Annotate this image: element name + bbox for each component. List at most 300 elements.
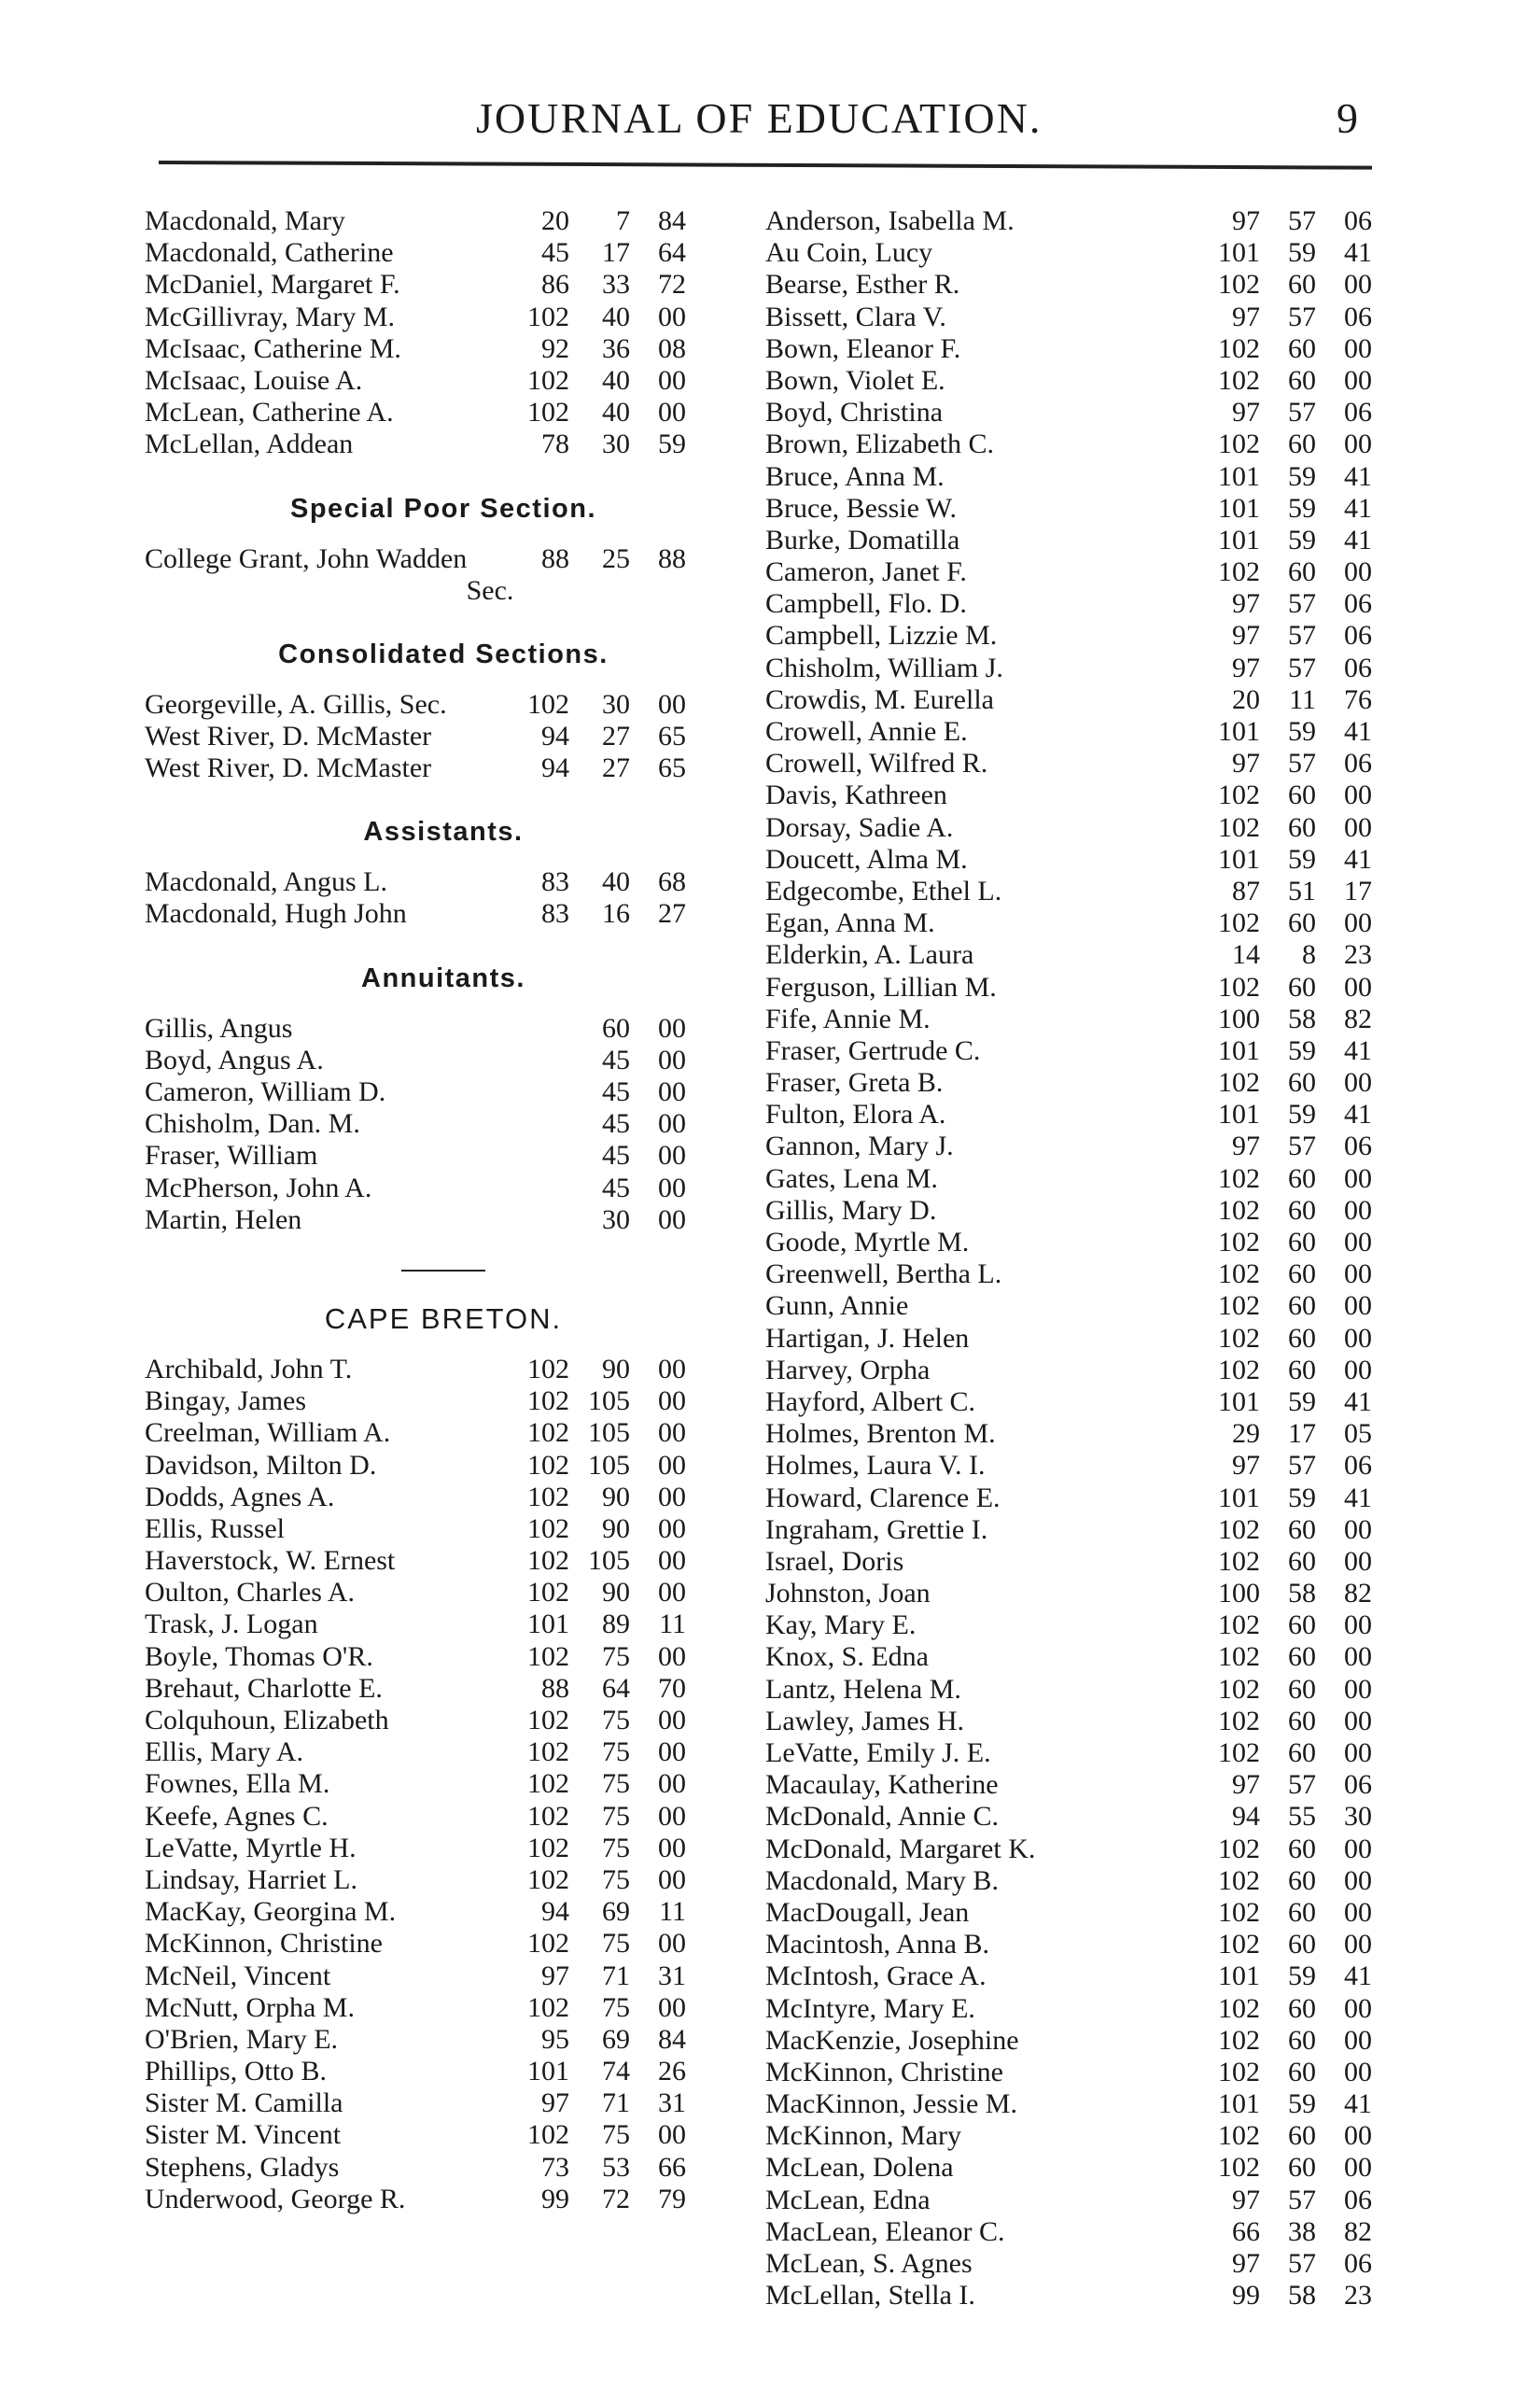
special-poor-list — [145, 543, 742, 575]
table-row — [765, 1290, 1372, 1322]
entry-amount-1: 102 — [1218, 1929, 1260, 1960]
entry-amount-1: 97 — [1232, 1131, 1260, 1162]
entry-amount-1: 29 — [1232, 1418, 1260, 1450]
entry-amount-2: 57 — [1288, 397, 1316, 429]
table-row — [765, 1769, 1372, 1801]
entry-amount-2: 60 — [1288, 1929, 1316, 1960]
entry-amount-3: 41 — [1344, 1385, 1372, 1417]
table-row — [145, 1801, 742, 1833]
entry-amount-2: 105 — [588, 1449, 630, 1481]
entry-amount-3: 23 — [1344, 2280, 1372, 2312]
entry-amount-1: 102 — [1218, 811, 1260, 843]
entry-amount-2: 60 — [1288, 1513, 1316, 1545]
table-row — [145, 1768, 742, 1800]
table-row — [765, 1034, 1372, 1067]
entry-amount-2: 30 — [602, 1203, 630, 1235]
entry-amount-1: 88 — [541, 1672, 569, 1704]
entry-name: MacLean, Eleanor C. — [765, 2215, 1005, 2247]
entry-name: McLellan, Stella I. — [765, 2280, 975, 2312]
entry-amount-2: 60 — [1288, 2024, 1316, 2056]
entry-amount-3: 00 — [658, 1076, 686, 1107]
table-row — [765, 1673, 1372, 1706]
entry-name: Anderson, Isabella M. — [765, 205, 1015, 236]
entry-amount-3: 00 — [1344, 1227, 1372, 1258]
entry-amount-1: 102 — [527, 1481, 569, 1512]
entry-name: Ellis, Russel — [145, 1512, 286, 1544]
entry-amount-3: 00 — [1344, 1258, 1372, 1290]
entry-amount-3: 00 — [1344, 1513, 1372, 1545]
entry-amount-2: 40 — [602, 301, 630, 332]
table-row — [145, 397, 742, 429]
entry-amount-3: 00 — [658, 1044, 686, 1075]
table-row — [765, 205, 1372, 237]
table-row — [145, 1513, 742, 1545]
entry-name: Bingay, James — [145, 1385, 307, 1417]
entry-amount-1: 97 — [1232, 620, 1260, 652]
entry-name: Hartigan, J. Helen — [765, 1322, 970, 1354]
entry-amount-3: 00 — [658, 1705, 686, 1736]
entry-amount-2: 59 — [1288, 1960, 1316, 1992]
entry-amount-2: 57 — [1288, 2248, 1316, 2279]
entry-name: Underwood, George R. — [145, 2183, 406, 2214]
entry-amount-1: 94 — [541, 720, 569, 752]
entry-name: LeVatte, Emily J. E. — [765, 1737, 991, 1768]
entry-amount-2: 53 — [602, 2151, 630, 2183]
entry-amount-1: 102 — [1218, 1705, 1260, 1736]
entry-name: McIsaac, Catherine M. — [145, 332, 401, 364]
table-row — [145, 1354, 742, 1385]
entry-name: Martin, Helen — [145, 1203, 302, 1235]
entry-amount-1: 101 — [527, 2056, 569, 2087]
entry-amount-3: 00 — [1344, 1290, 1372, 1322]
table-row — [765, 1003, 1372, 1035]
entry-amount-2: 60 — [1288, 1354, 1316, 1385]
table-row — [765, 460, 1372, 493]
table-row — [765, 2280, 1372, 2312]
entry-amount-3: 00 — [1344, 1194, 1372, 1226]
entry-amount-1: 102 — [1218, 1258, 1260, 1290]
entry-amount-2: 60 — [1288, 1194, 1316, 1226]
entry-name: Stephens, Gladys — [145, 2151, 340, 2183]
entry-name: Fraser, Greta B. — [765, 1067, 944, 1099]
entry-amount-3: 06 — [1344, 1769, 1372, 1801]
entry-amount-2: 59 — [1288, 1034, 1316, 1066]
entry-name: Boyd, Angus A. — [145, 1044, 324, 1075]
entry-amount-2: 60 — [1288, 1290, 1316, 1322]
entry-name: Boyd, Christina — [765, 397, 944, 429]
entry-name: McGillivray, Mary M. — [145, 301, 396, 332]
table-row — [765, 1354, 1372, 1386]
page-number: 9 — [1337, 94, 1358, 142]
table-row — [145, 1577, 742, 1609]
entry-name: Gates, Lena M. — [765, 1162, 938, 1194]
entry-amount-3: 41 — [1344, 2088, 1372, 2120]
entry-amount-2: 27 — [602, 720, 630, 752]
entry-amount-1: 101 — [1218, 1385, 1260, 1417]
entry-amount-2: 75 — [602, 1800, 630, 1832]
entry-amount-3: 00 — [1344, 2024, 1372, 2056]
table-row — [765, 332, 1372, 365]
entry-amount-1: 99 — [541, 2183, 569, 2214]
cape-breton-title: CAPE BRETON. — [324, 1301, 563, 1335]
entry-name: McLellan, Addean — [145, 429, 354, 460]
entry-amount-1: 101 — [1218, 716, 1260, 747]
entry-amount-3: 06 — [1344, 2184, 1372, 2215]
entry-amount-2: 55 — [1288, 1801, 1316, 1833]
entry-name: McLean, Dolena — [765, 2152, 954, 2184]
entry-amount-2: 60 — [1288, 1641, 1316, 1673]
table-row — [145, 2152, 742, 2184]
entry-amount-1: 102 — [1218, 269, 1260, 301]
entry-amount-2: 36 — [602, 332, 630, 364]
table-row — [145, 1450, 742, 1482]
entry-name: Dorsay, Sadie A. — [765, 811, 954, 843]
entry-name: Macdonald, Catherine — [145, 237, 394, 269]
table-row — [765, 1258, 1372, 1290]
entry-amount-2: 105 — [588, 1417, 630, 1449]
entry-amount-2: 105 — [588, 1385, 630, 1417]
table-row — [765, 1322, 1372, 1355]
entry-amount-1: 83 — [541, 866, 569, 898]
table-row — [145, 269, 742, 301]
entry-amount-2: 90 — [602, 1512, 630, 1544]
entry-amount-1: 97 — [1232, 588, 1260, 620]
table-row — [145, 721, 742, 752]
entry-amount-2: 57 — [1288, 2184, 1316, 2215]
right-list — [765, 205, 1372, 2312]
table-row — [765, 939, 1372, 971]
table-row — [765, 1801, 1372, 1833]
entry-amount-1: 102 — [527, 1545, 569, 1577]
entry-amount-3: 00 — [658, 1203, 686, 1235]
entry-amount-3: 00 — [1344, 1929, 1372, 1960]
entry-amount-1: 102 — [1218, 1290, 1260, 1322]
table-row — [765, 2024, 1372, 2057]
entry-amount-1: 102 — [527, 1928, 569, 1960]
entry-name: Phillips, Otto B. — [145, 2056, 328, 2087]
entry-amount-3: 00 — [1344, 1322, 1372, 1354]
entry-amount-1: 102 — [527, 364, 569, 396]
entry-amount-3: 30 — [1344, 1801, 1372, 1833]
entry-amount-3: 00 — [1344, 1067, 1372, 1099]
journal-title: JOURNAL OF EDUCATION. — [476, 94, 1043, 142]
entry-amount-3: 00 — [1344, 971, 1372, 1003]
entry-amount-3: 41 — [1344, 843, 1372, 875]
entry-amount-2: 57 — [1288, 620, 1316, 652]
entry-amount-2: 75 — [602, 1736, 630, 1768]
consolidated-sections-title: Consolidated Sections. — [278, 639, 609, 669]
entry-name: Ingraham, Grettie I. — [765, 1513, 988, 1545]
entry-name: MacKenzie, Josephine — [765, 2024, 1019, 2056]
table-row — [765, 556, 1372, 588]
entry-name: Archibald, John T. — [145, 1353, 353, 1384]
entry-amount-1: 101 — [1218, 460, 1260, 492]
entry-name: Goode, Myrtle M. — [765, 1227, 970, 1258]
entry-amount-1: 102 — [1218, 2056, 1260, 2087]
table-row — [765, 492, 1372, 525]
entry-amount-3: 00 — [658, 688, 686, 720]
table-row — [765, 524, 1372, 556]
entry-amount-1: 101 — [1218, 843, 1260, 875]
entry-amount-2: 45 — [602, 1108, 630, 1140]
table-row — [765, 397, 1372, 429]
entry-amount-3: 00 — [1344, 1609, 1372, 1641]
entry-amount-2: 45 — [602, 1140, 630, 1172]
entry-amount-3: 41 — [1344, 237, 1372, 269]
entry-name: Hayford, Albert C. — [765, 1385, 975, 1417]
entry-name: Doucett, Alma M. — [765, 843, 968, 875]
table-row — [145, 333, 742, 365]
entry-name: Sister M. Camilla — [145, 2087, 343, 2119]
entry-amount-3: 00 — [658, 1832, 686, 1863]
table-row — [765, 1099, 1372, 1131]
entry-name: Oulton, Charles A. — [145, 1577, 355, 1609]
entry-amount-1: 102 — [1218, 1513, 1260, 1545]
entry-amount-3: 05 — [1344, 1418, 1372, 1450]
entry-amount-2: 60 — [1288, 1896, 1316, 1928]
entry-amount-1: 97 — [1232, 748, 1260, 780]
entry-amount-1: 97 — [1232, 2248, 1260, 2279]
entry-name: Knox, S. Edna — [765, 1641, 929, 1673]
entry-amount-2: 59 — [1288, 492, 1316, 524]
entry-amount-2: 57 — [1288, 1131, 1316, 1162]
table-row — [145, 2024, 742, 2056]
entry-amount-3: 23 — [1344, 939, 1372, 971]
entry-name: Au Coin, Lucy — [765, 237, 933, 269]
table-row — [765, 748, 1372, 780]
table-row — [145, 752, 742, 784]
entry-amount-2: 57 — [1288, 588, 1316, 620]
table-row — [765, 1960, 1372, 1992]
entry-name: McKinnon, Christine — [765, 2056, 1003, 2087]
entry-amount-1: 102 — [1218, 1545, 1260, 1577]
entry-name: Lawley, James H. — [765, 1705, 964, 1736]
entry-name: McNeil, Vincent — [145, 1960, 331, 1991]
entry-amount-3: 00 — [658, 1172, 686, 1203]
table-row — [145, 1896, 742, 1928]
entry-name: Johnston, Joan — [765, 1578, 931, 1609]
entry-amount-2: 57 — [1288, 205, 1316, 236]
entry-name: McKinnon, Christine — [145, 1928, 383, 1960]
entry-name: McDaniel, Margaret F. — [145, 269, 400, 301]
entry-amount-3: 68 — [658, 866, 686, 898]
entry-amount-2: 59 — [1288, 237, 1316, 269]
entry-amount-1: 95 — [541, 2023, 569, 2055]
entry-amount-1: 102 — [1218, 1322, 1260, 1354]
entry-amount-2: 58 — [1288, 1003, 1316, 1034]
table-row — [145, 1705, 742, 1736]
entry-name: Trask, J. Logan — [145, 1609, 318, 1640]
entry-name: Macintosh, Anna B. — [765, 1929, 989, 1960]
entry-amount-3: 00 — [658, 1800, 686, 1832]
entry-amount-3: 00 — [658, 1640, 686, 1672]
entry-name: MacKinnon, Jessie M. — [765, 2088, 1017, 2120]
table-row — [765, 588, 1372, 620]
entry-amount-3: 31 — [658, 2087, 686, 2119]
entry-amount-2: 58 — [1288, 1578, 1316, 1609]
table-row — [765, 429, 1372, 460]
entry-name: Kay, Mary E. — [765, 1609, 917, 1641]
entry-amount-1: 102 — [1218, 1227, 1260, 1258]
entry-name: West River, D. McMaster — [145, 752, 432, 784]
table-row — [765, 1545, 1372, 1578]
entry-amount-1: 102 — [527, 2119, 569, 2151]
table-row — [145, 866, 742, 898]
entry-amount-1: 102 — [1218, 1737, 1260, 1768]
entry-amount-1: 94 — [1232, 1801, 1260, 1833]
entry-amount-3: 00 — [1344, 556, 1372, 588]
entry-amount-1: 102 — [527, 1832, 569, 1863]
entry-amount-3: 00 — [1344, 1641, 1372, 1673]
entry-amount-3: 00 — [658, 1928, 686, 1960]
entry-amount-3: 00 — [658, 1736, 686, 1768]
entry-amount-1: 87 — [1232, 875, 1260, 906]
entry-name: McDonald, Margaret K. — [765, 1833, 1036, 1864]
entry-amount-2: 60 — [602, 1012, 630, 1044]
entry-amount-1: 102 — [527, 1640, 569, 1672]
entry-amount-2: 60 — [1288, 1833, 1316, 1864]
entry-name: Chisholm, William J. — [765, 652, 1003, 683]
assistants-title: Assistants. — [363, 817, 524, 848]
entry-amount-1: 102 — [527, 1353, 569, 1384]
entry-amount-2: 90 — [602, 1353, 630, 1384]
entry-amount-2: 8 — [1302, 939, 1316, 971]
entry-amount-3: 00 — [1344, 1833, 1372, 1864]
entry-amount-1: 102 — [1218, 1864, 1260, 1896]
entry-amount-3: 00 — [1344, 1705, 1372, 1736]
table-row — [765, 683, 1372, 716]
table-row — [145, 898, 742, 930]
entry-name: Bearse, Esther R. — [765, 269, 960, 301]
entry-amount-1: 101 — [1218, 237, 1260, 269]
entry-amount-2: 57 — [1288, 748, 1316, 780]
entry-amount-2: 57 — [1288, 1769, 1316, 1801]
entry-name: Boyle, Thomas O'R. — [145, 1640, 373, 1672]
entry-name: Gillis, Mary D. — [765, 1194, 937, 1226]
entry-amount-3: 76 — [1344, 683, 1372, 715]
table-row — [145, 2119, 742, 2151]
entry-name: Crowdis, M. Eurella — [765, 683, 994, 715]
entry-amount-1: 102 — [527, 1705, 569, 1736]
entry-amount-3: 00 — [658, 1512, 686, 1544]
table-row — [145, 1140, 742, 1172]
entry-amount-1: 102 — [1218, 2120, 1260, 2152]
table-row — [765, 1162, 1372, 1195]
table-row — [145, 1417, 742, 1449]
cape-breton-list — [145, 1354, 742, 2215]
entry-name: West River, D. McMaster — [145, 720, 432, 752]
header-rule — [159, 161, 1372, 170]
entry-amount-1: 97 — [1232, 2184, 1260, 2215]
entry-amount-2: 60 — [1288, 1258, 1316, 1290]
entry-amount-2: 75 — [602, 1863, 630, 1895]
table-row — [765, 1896, 1372, 1929]
entry-amount-2: 59 — [1288, 1099, 1316, 1131]
table-row — [145, 1641, 742, 1673]
entry-amount-1: 102 — [1218, 556, 1260, 588]
entry-amount-3: 00 — [1344, 269, 1372, 301]
entry-name: Edgecombe, Ethel L. — [765, 875, 1002, 906]
entry-amount-3: 00 — [1344, 2152, 1372, 2184]
entry-amount-2: 60 — [1288, 1162, 1316, 1194]
entry-amount-2: 30 — [602, 429, 630, 460]
entry-name: Fulton, Elora A. — [765, 1099, 946, 1131]
entry-amount-2: 74 — [602, 2056, 630, 2087]
entry-amount-3: 00 — [658, 2119, 686, 2151]
table-row — [145, 429, 742, 460]
entry-amount-1: 102 — [527, 1385, 569, 1417]
entry-amount-2: 60 — [1288, 2056, 1316, 2087]
page-header — [0, 86, 1540, 151]
entry-name: Macdonald, Angus L. — [145, 866, 387, 898]
entry-amount-1: 101 — [1218, 1960, 1260, 1992]
entry-amount-3: 17 — [1344, 875, 1372, 906]
entry-amount-3: 00 — [658, 1417, 686, 1449]
entry-amount-3: 11 — [659, 1896, 686, 1928]
entry-amount-1: 102 — [1218, 1194, 1260, 1226]
entry-amount-3: 00 — [658, 301, 686, 332]
entry-amount-1: 97 — [1232, 652, 1260, 683]
table-row — [765, 1929, 1372, 1960]
right-column — [765, 205, 1372, 2312]
entry-amount-1: 101 — [1218, 1099, 1260, 1131]
table-row — [145, 205, 742, 237]
entry-amount-3: 41 — [1344, 716, 1372, 747]
entry-amount-1: 102 — [527, 1512, 569, 1544]
entry-amount-2: 17 — [1288, 1418, 1316, 1450]
table-row — [145, 2087, 742, 2119]
table-row — [765, 1864, 1372, 1897]
entry-amount-3: 00 — [658, 1991, 686, 2023]
entry-amount-2: 69 — [602, 1896, 630, 1928]
entry-name: Bruce, Anna M. — [765, 460, 945, 492]
entry-amount-2: 60 — [1288, 429, 1316, 460]
entry-amount-1: 101 — [527, 1609, 569, 1640]
entry-name: McPherson, John A. — [145, 1172, 372, 1203]
entry-name: Israel, Doris — [765, 1545, 904, 1577]
entry-name: College Grant, John Wadden — [145, 542, 468, 574]
entry-amount-3: 00 — [1344, 429, 1372, 460]
entry-name: Dodds, Agnes A. — [145, 1481, 335, 1512]
table-row — [765, 2248, 1372, 2280]
entry-name: Macdonald, Mary B. — [765, 1864, 999, 1896]
entry-amount-2: 60 — [1288, 2152, 1316, 2184]
entry-amount-1: 94 — [541, 752, 569, 784]
entry-name: Lindsay, Harriet L. — [145, 1863, 357, 1895]
table-row — [145, 2056, 742, 2087]
entry-amount-3: 59 — [658, 429, 686, 460]
entry-amount-3: 00 — [658, 1140, 686, 1172]
entry-amount-2: 69 — [602, 2023, 630, 2055]
entry-amount-2: 25 — [602, 542, 630, 574]
table-row — [765, 907, 1372, 939]
table-row — [765, 1067, 1372, 1099]
entry-name: Fraser, William — [145, 1140, 318, 1172]
entry-name: McDonald, Annie C. — [765, 1801, 999, 1833]
entry-amount-2: 89 — [602, 1609, 630, 1640]
entry-amount-2: 57 — [1288, 652, 1316, 683]
entry-amount-3: 00 — [658, 397, 686, 429]
entry-name: Bissett, Clara V. — [765, 301, 946, 332]
entry-amount-1: 102 — [527, 1417, 569, 1449]
entry-amount-2: 90 — [602, 1577, 630, 1609]
entry-name: Crowell, Wilfred R. — [765, 748, 988, 780]
entry-amount-1: 102 — [527, 1449, 569, 1481]
entry-amount-2: 60 — [1288, 364, 1316, 396]
table-row — [765, 2120, 1372, 2152]
entry-name: Greenwell, Bertha L. — [765, 1258, 1002, 1290]
entry-name: Keefe, Agnes C. — [145, 1800, 329, 1832]
